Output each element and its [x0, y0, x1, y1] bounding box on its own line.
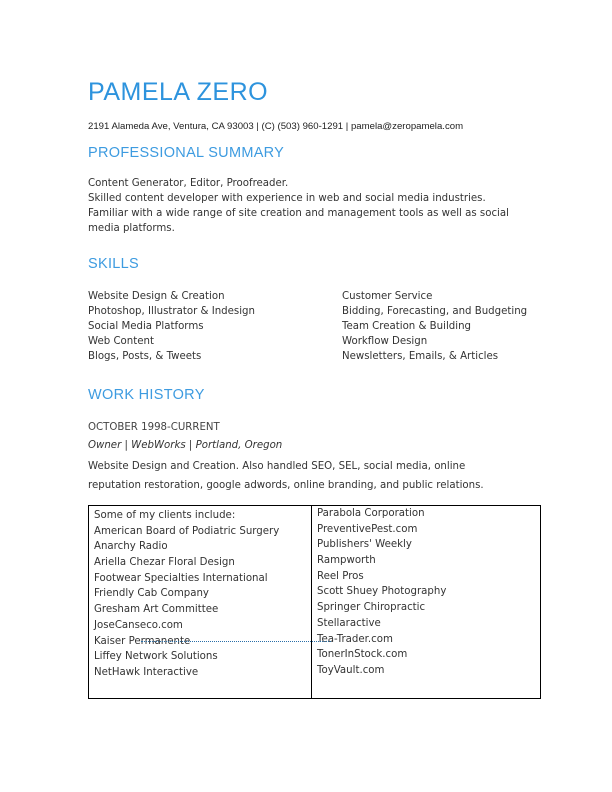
client-item: Scott Shuey Photography	[317, 586, 447, 598]
client-item: JoseCanseco.com	[94, 619, 183, 631]
skill-item: Workflow Design	[342, 336, 428, 347]
client-item: TonerInStock.com	[317, 649, 408, 661]
clients-left-column	[94, 508, 279, 681]
candidate-name: PAMELA ZERO	[88, 78, 269, 106]
summary-heading: PROFESSIONAL SUMMARY	[88, 145, 285, 161]
table-divider	[311, 506, 312, 698]
job-date: OCTOBER 1998-CURRENT	[88, 422, 220, 433]
client-item: Liffey Network Solutions	[94, 651, 218, 663]
skill-item: Bidding, Forecasting, and Budgeting	[342, 306, 528, 317]
skills-right	[342, 289, 527, 364]
client-item: Springer Chiropractic	[317, 602, 426, 614]
client-item: PreventivePest.com	[317, 523, 418, 535]
client-item: ToyVault.com	[317, 664, 385, 676]
client-item: Stellaractive	[317, 617, 381, 629]
skill-item: Customer Service	[342, 291, 433, 302]
summary-line: Skilled content developer with experience in web and social media industries.	[88, 193, 486, 204]
summary-line: Content Generator, Editor, Proofreader.	[88, 178, 289, 189]
skill-item: Team Creation & Building	[342, 321, 472, 332]
skills-left	[88, 289, 255, 364]
clients-table	[88, 505, 541, 699]
client-item: American Board of Podiatric Surgery	[94, 525, 280, 537]
client-item: Footwear Specialties International	[94, 572, 268, 584]
job-title: Owner | WebWorks | Portland, Oregon	[88, 440, 283, 451]
job-description-line: reputation restoration, google adwords, online branding, and public relations.	[88, 480, 484, 491]
skill-item: Photoshop, Illustrator & Indesign	[88, 306, 255, 317]
client-item: Publishers' Weekly	[317, 539, 412, 551]
job-description-line: Website Design and Creation. Also handled SEO, SEL, social media, online	[88, 461, 466, 472]
clients-right-column	[317, 506, 446, 679]
skill-item: Website Design & Creation	[88, 291, 225, 302]
client-item: NetHawk Interactive	[94, 666, 199, 678]
skill-item: Newsletters, Emails, & Articles	[342, 351, 499, 362]
summary-line: media platforms.	[88, 223, 175, 234]
client-item: Ariella Chezar Floral Design	[94, 557, 235, 569]
summary-line: Familiar with a wide range of site creation and management tools as well as social	[88, 208, 509, 219]
client-item: Anarchy Radio	[94, 541, 168, 553]
dotted-connector-line	[141, 641, 331, 642]
skill-item: Social Media Platforms	[88, 321, 204, 332]
skill-item: Web Content	[88, 336, 154, 347]
client-item: Parabola Corporation	[317, 508, 425, 519]
client-item: Tea-Trader.com	[317, 633, 393, 645]
skills-heading: SKILLS	[88, 256, 139, 272]
job-description	[88, 457, 484, 495]
client-intro: Some of my clients include:	[94, 510, 236, 521]
client-item: Rampworth	[317, 555, 376, 567]
contact-line: 2191 Alameda Ave, Ventura, CA 93003 | (C) (503) 960-1291 | pamela@zeropamela.com	[88, 121, 464, 132]
client-item: Gresham Art Committee	[94, 604, 219, 616]
skill-item: Blogs, Posts, & Tweets	[88, 351, 202, 362]
client-item: Reel Pros	[317, 570, 364, 582]
work-heading: WORK HISTORY	[88, 387, 205, 403]
client-item: Kaiser Permanente	[94, 635, 191, 647]
summary-text	[88, 176, 509, 236]
client-item: Friendly Cab Company	[94, 588, 209, 600]
